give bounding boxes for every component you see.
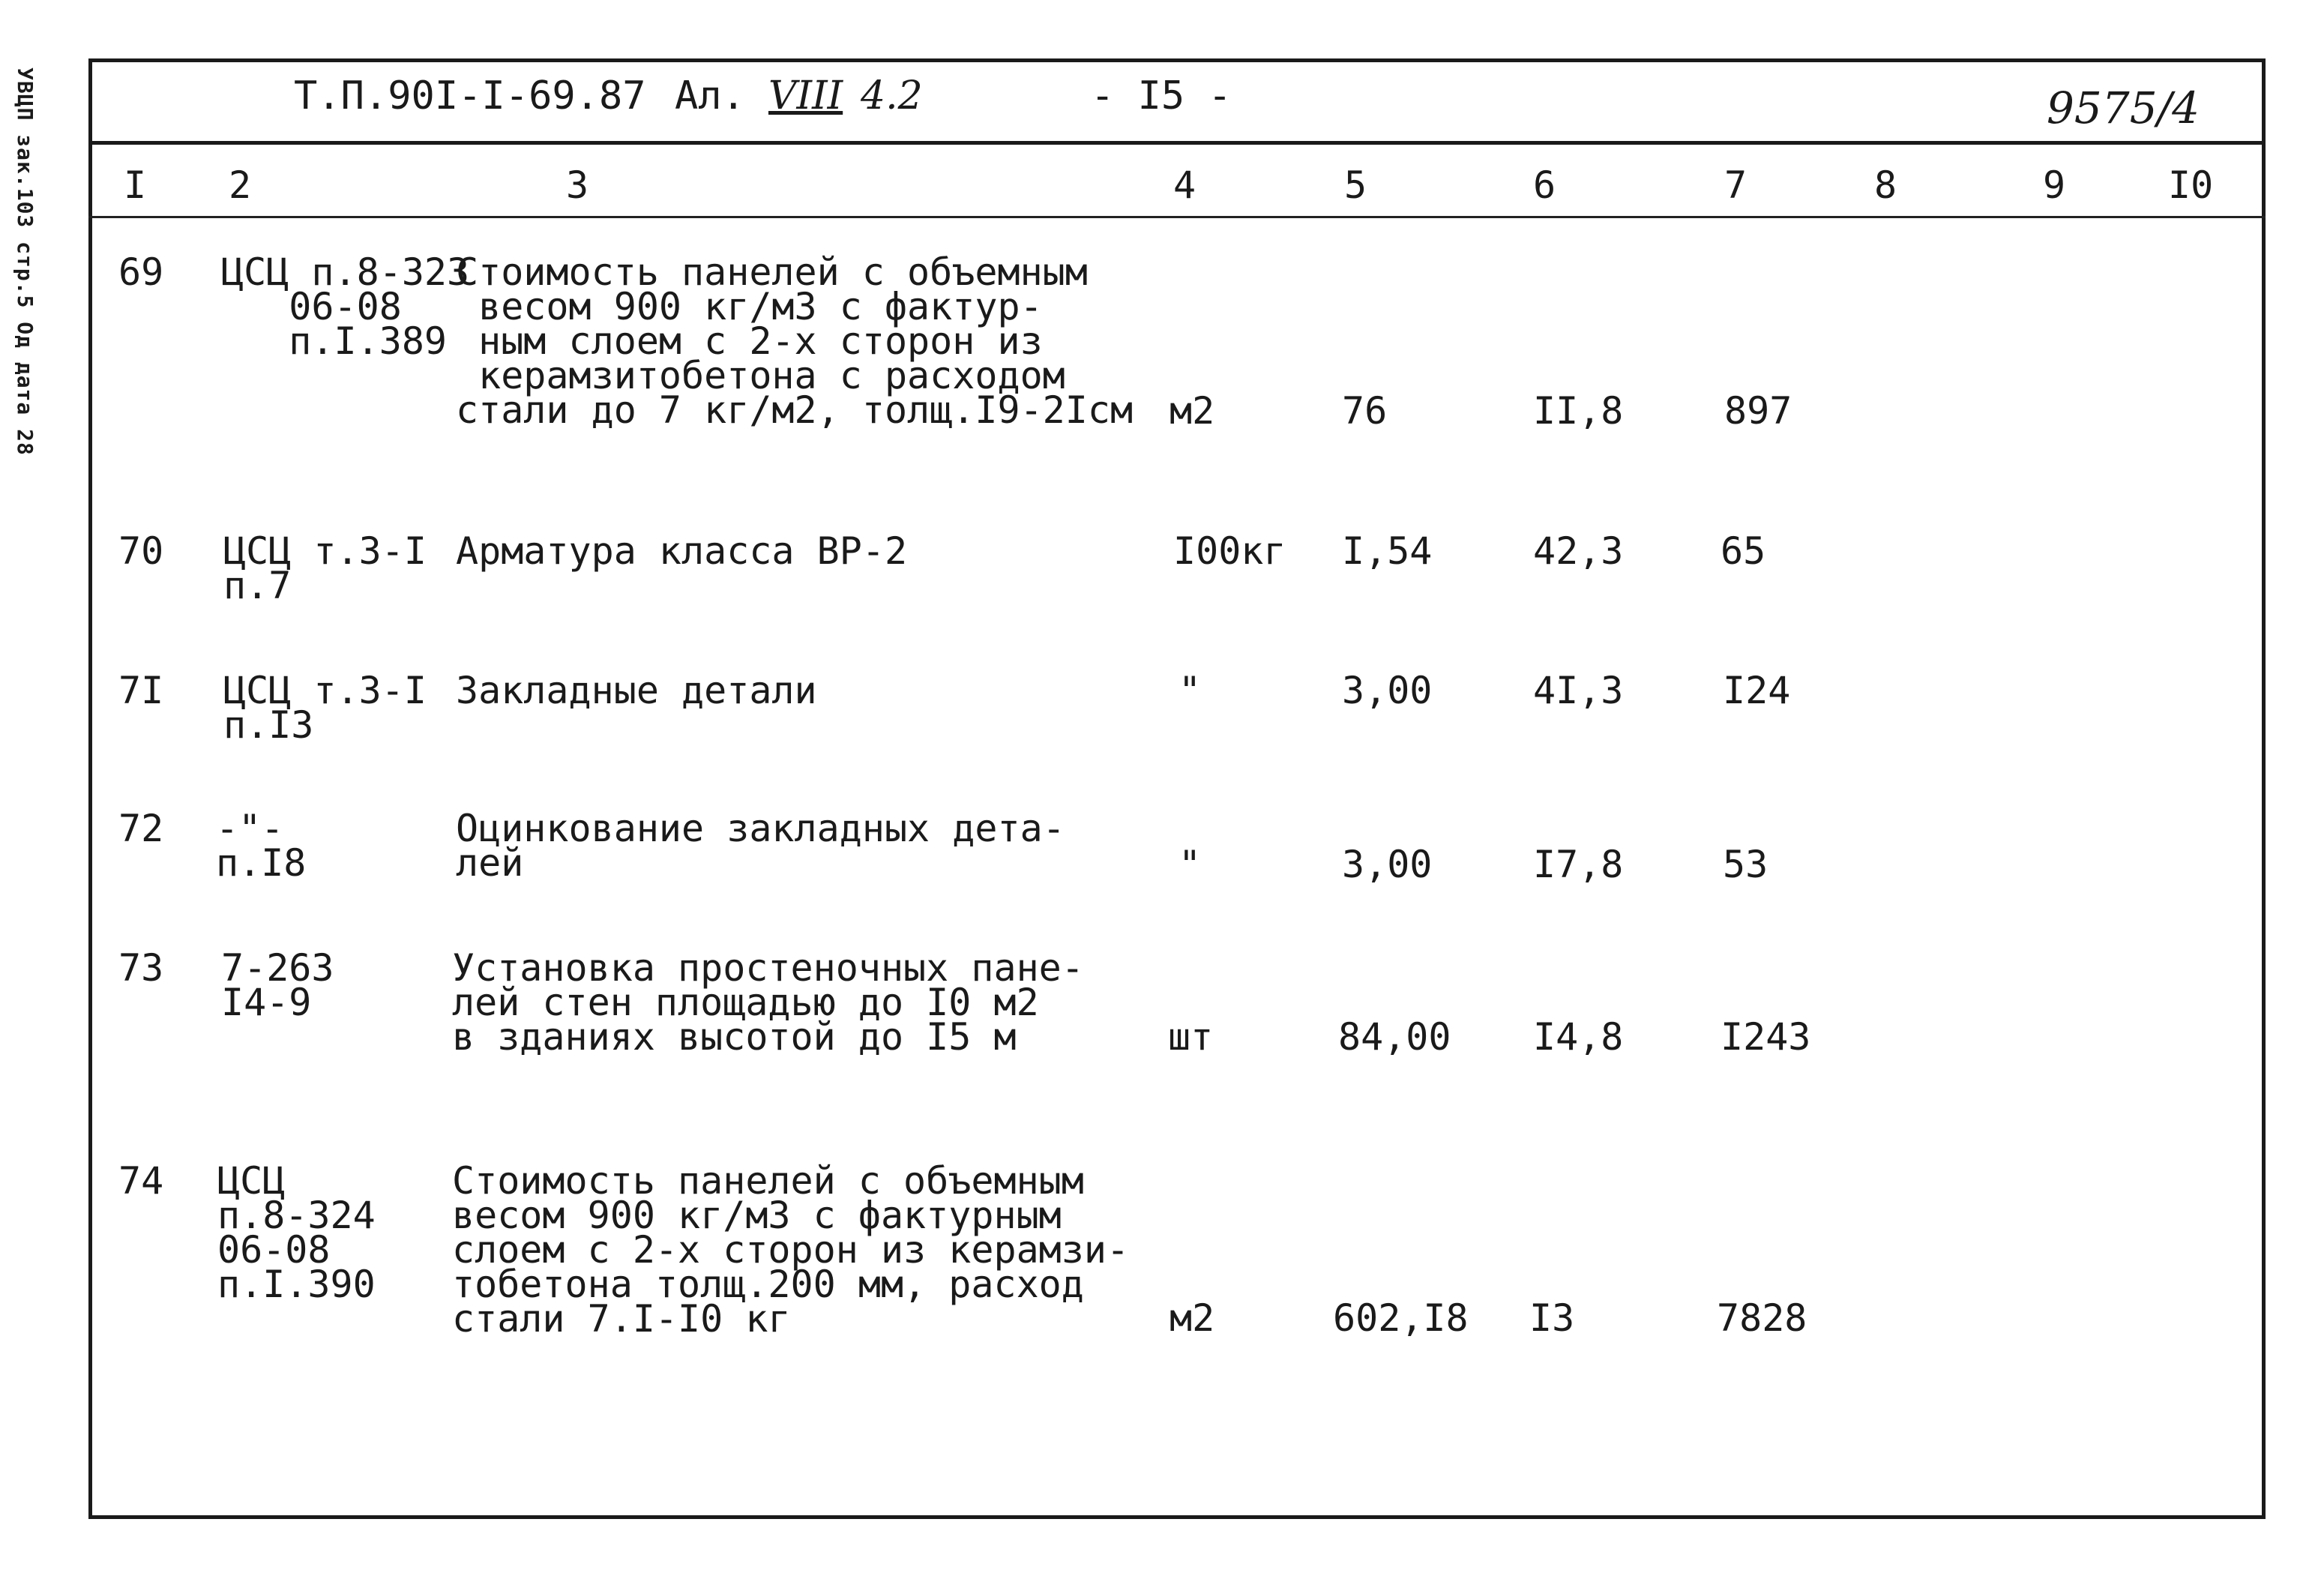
row-quantity: I,54 — [1342, 529, 1433, 573]
col-header-10: I0 — [2168, 163, 2214, 207]
row-number: 72 — [118, 807, 164, 850]
row-price: II,8 — [1533, 389, 1624, 433]
col-header-7: 7 — [1724, 163, 1747, 207]
header-divider — [88, 141, 2266, 145]
row-price: 42,3 — [1533, 529, 1624, 573]
doc-code: Т.П.90I-I-69.87 — [294, 73, 646, 118]
row-description: Установка простеночных пане- лей стен площадью до I0 м2 в зданиях высотой до I5 м — [452, 946, 1084, 1059]
row-price: I4,8 — [1533, 1015, 1624, 1059]
album-part: 4.2 — [861, 73, 923, 118]
row-price: 4I,3 — [1533, 669, 1624, 712]
row-quantity: 3,00 — [1342, 669, 1433, 712]
row-description: Стоимость панелей с объемным весом 900 кг/м3 с фактурным слоем с 2-х сторон из керамзи- тобетона толщ.200 мм, расход стали 7.I-I0 кг — [452, 1159, 1130, 1341]
row-reference: -"- п.I8 — [216, 807, 307, 885]
row-unit: I00кг — [1173, 529, 1286, 573]
column-header-divider — [88, 216, 2266, 218]
col-header-4: 4 — [1173, 163, 1196, 207]
row-total: I24 — [1723, 669, 1791, 712]
row-quantity: 3,00 — [1342, 843, 1433, 886]
side-stamp: УВЦП зак.103 стр.5 Од дата 28 — [13, 67, 37, 456]
row-number: 74 — [118, 1159, 164, 1203]
row-description: Оцинкование закладных дета- лей — [456, 807, 1065, 885]
row-quantity: 602,I8 — [1333, 1296, 1469, 1340]
row-reference: ЦСЦ т.3-I п.I3 — [223, 669, 427, 747]
row-description: Арматура класса ВР-2 — [456, 529, 908, 573]
row-total: 897 — [1724, 389, 1792, 433]
col-header-3: 3 — [566, 163, 589, 207]
row-description: Стоимость панелей с объемным весом 900 кг/м3 с фактур- ным слоем с 2-х сторон из керамзитобетона с расходом стали до 7 кг/м2, толщ.I9-2Iсм — [456, 250, 1134, 432]
page-number: - I5 - — [1091, 73, 1232, 118]
row-unit: " — [1178, 843, 1202, 886]
row-number: 73 — [118, 946, 164, 990]
col-header-5: 5 — [1344, 163, 1367, 207]
col-header-6: 6 — [1533, 163, 1556, 207]
col-header-8: 8 — [1874, 163, 1897, 207]
row-quantity: 76 — [1342, 389, 1388, 433]
row-number: 69 — [118, 250, 164, 294]
row-total: 7828 — [1717, 1296, 1807, 1340]
row-price: I7,8 — [1533, 843, 1624, 886]
row-total: 53 — [1723, 843, 1768, 886]
col-header-2: 2 — [229, 163, 252, 207]
row-reference: ЦСЦ п.8-324 06-08 п.I.390 — [217, 1159, 376, 1306]
col-header-1: I — [124, 163, 147, 207]
album-label: Ал. — [675, 73, 745, 118]
row-unit: м2 — [1169, 1296, 1215, 1340]
album-number: VIII — [768, 73, 843, 118]
row-number: 70 — [118, 529, 164, 573]
row-unit: м2 — [1169, 389, 1215, 433]
row-unit: шт — [1168, 1015, 1214, 1059]
row-number: 7I — [118, 669, 164, 712]
row-description: Закладные детали — [456, 669, 817, 712]
row-price: I3 — [1529, 1296, 1575, 1340]
row-quantity: 84,00 — [1338, 1015, 1451, 1059]
row-reference: 7-263 I4-9 — [221, 946, 334, 1024]
row-reference: ЦСЦ п.8-323 06-08 п.I.389 — [221, 250, 470, 363]
row-reference: ЦСЦ т.3-I п.7 — [223, 529, 427, 607]
row-unit: " — [1178, 669, 1202, 712]
inventory-number: 9575/4 — [2047, 82, 2200, 133]
col-header-9: 9 — [2043, 163, 2066, 207]
row-total: I243 — [1721, 1015, 1811, 1059]
row-total: 65 — [1721, 529, 1766, 573]
